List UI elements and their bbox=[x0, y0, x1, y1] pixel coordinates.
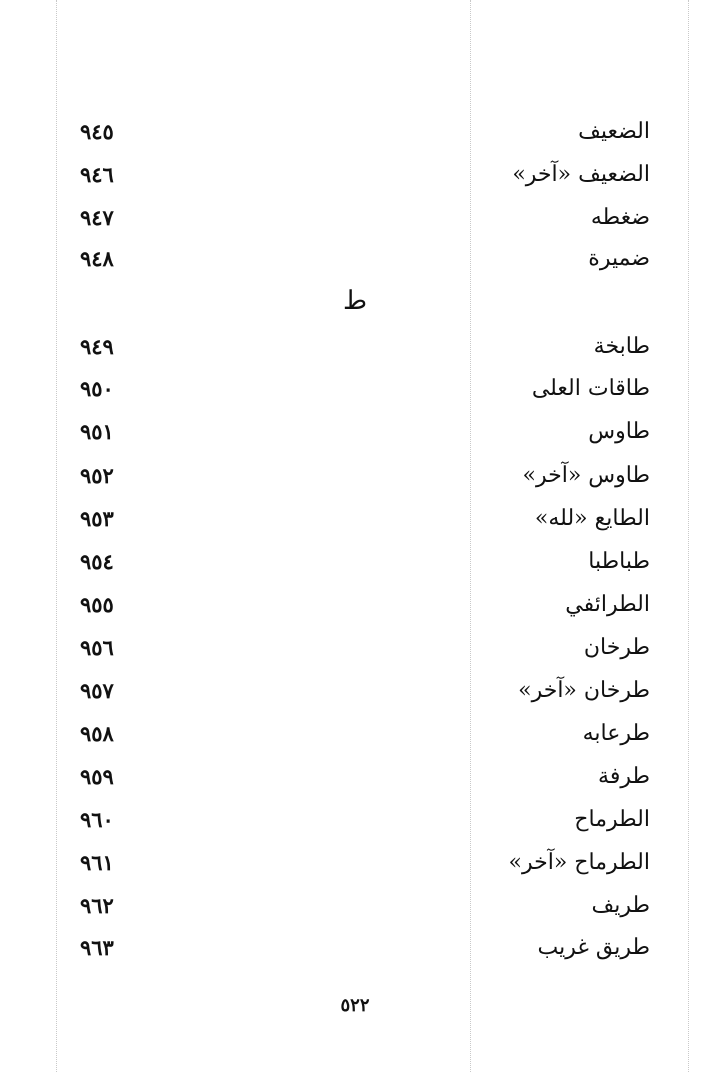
entry-name: الطرماح bbox=[574, 807, 650, 832]
entry-number: ٩٥٥ bbox=[80, 592, 114, 617]
index-entry bbox=[70, 501, 650, 537]
index-entry bbox=[70, 845, 650, 881]
page-number: ٥٢٢ bbox=[340, 995, 370, 1016]
entry-name: طريف bbox=[591, 893, 650, 918]
entry-name: الطايع «لله» bbox=[534, 506, 650, 531]
entry-name: الطرماح «آخر» bbox=[508, 850, 650, 875]
index-entry bbox=[70, 371, 650, 407]
entry-number: ٩٥٤ bbox=[80, 549, 114, 574]
entry-number: ٩٤٨ bbox=[80, 246, 114, 271]
entry-number: ٩٥٩ bbox=[80, 764, 114, 789]
index-entry bbox=[70, 930, 650, 966]
index-entry bbox=[70, 759, 650, 795]
entry-number: ٩٦٠ bbox=[80, 807, 114, 832]
index-entry bbox=[70, 458, 650, 494]
entry-number: ٩٥٨ bbox=[80, 721, 114, 746]
index-entry bbox=[70, 200, 650, 236]
index-entry bbox=[70, 544, 650, 580]
entry-name: طرفة bbox=[598, 764, 650, 789]
entry-name: طاقات العلى bbox=[531, 376, 650, 401]
index-entry bbox=[70, 673, 650, 709]
entry-number: ٩٥١ bbox=[80, 419, 114, 444]
entry-name: طرعابه bbox=[582, 721, 650, 746]
entry-name: الطرائفي bbox=[565, 592, 650, 617]
entry-number: ٩٤٥ bbox=[80, 119, 114, 144]
entry-name: الضعيف «آخر» bbox=[512, 162, 650, 187]
entry-number: ٩٥٣ bbox=[80, 506, 114, 531]
index-entry bbox=[70, 157, 650, 193]
entry-number: ٩٤٦ bbox=[80, 162, 114, 187]
index-entry bbox=[70, 587, 650, 623]
entry-number: ٩٥٧ bbox=[80, 678, 114, 703]
entry-number: ٩٤٧ bbox=[80, 205, 114, 230]
entry-name: ضغطه bbox=[590, 205, 650, 230]
entry-name: طريق غريب bbox=[537, 935, 650, 960]
index-entry bbox=[70, 329, 650, 365]
entry-name: ضميرة bbox=[588, 246, 650, 271]
index-entry bbox=[70, 802, 650, 838]
index-entry bbox=[70, 241, 650, 277]
entry-name: طابخة bbox=[593, 334, 650, 359]
entry-number: ٩٥٠ bbox=[80, 376, 114, 401]
index-entry bbox=[70, 888, 650, 924]
entry-name: الضعيف bbox=[578, 119, 650, 144]
index-entry bbox=[70, 716, 650, 752]
entry-number: ٩٦١ bbox=[80, 850, 114, 875]
index-entry bbox=[70, 114, 650, 150]
section-letter-heading: ط bbox=[342, 286, 368, 316]
index-entry bbox=[70, 414, 650, 450]
entry-number: ٩٤٩ bbox=[80, 334, 114, 359]
entry-name: طاوس «آخر» bbox=[522, 463, 650, 488]
entry-number: ٩٥٢ bbox=[80, 463, 114, 488]
entry-name: طباطبا bbox=[588, 549, 650, 574]
entry-name: طاوس bbox=[588, 419, 650, 444]
index-entry bbox=[70, 630, 650, 666]
entry-number: ٩٦٣ bbox=[80, 935, 114, 960]
entry-name: طرخان «آخر» bbox=[518, 678, 650, 703]
entry-name: طرخان bbox=[583, 635, 650, 660]
entry-number: ٩٦٢ bbox=[80, 893, 114, 918]
entry-number: ٩٥٦ bbox=[80, 635, 114, 660]
scan-guide-line bbox=[688, 0, 689, 1072]
scan-guide-line bbox=[56, 0, 57, 1072]
